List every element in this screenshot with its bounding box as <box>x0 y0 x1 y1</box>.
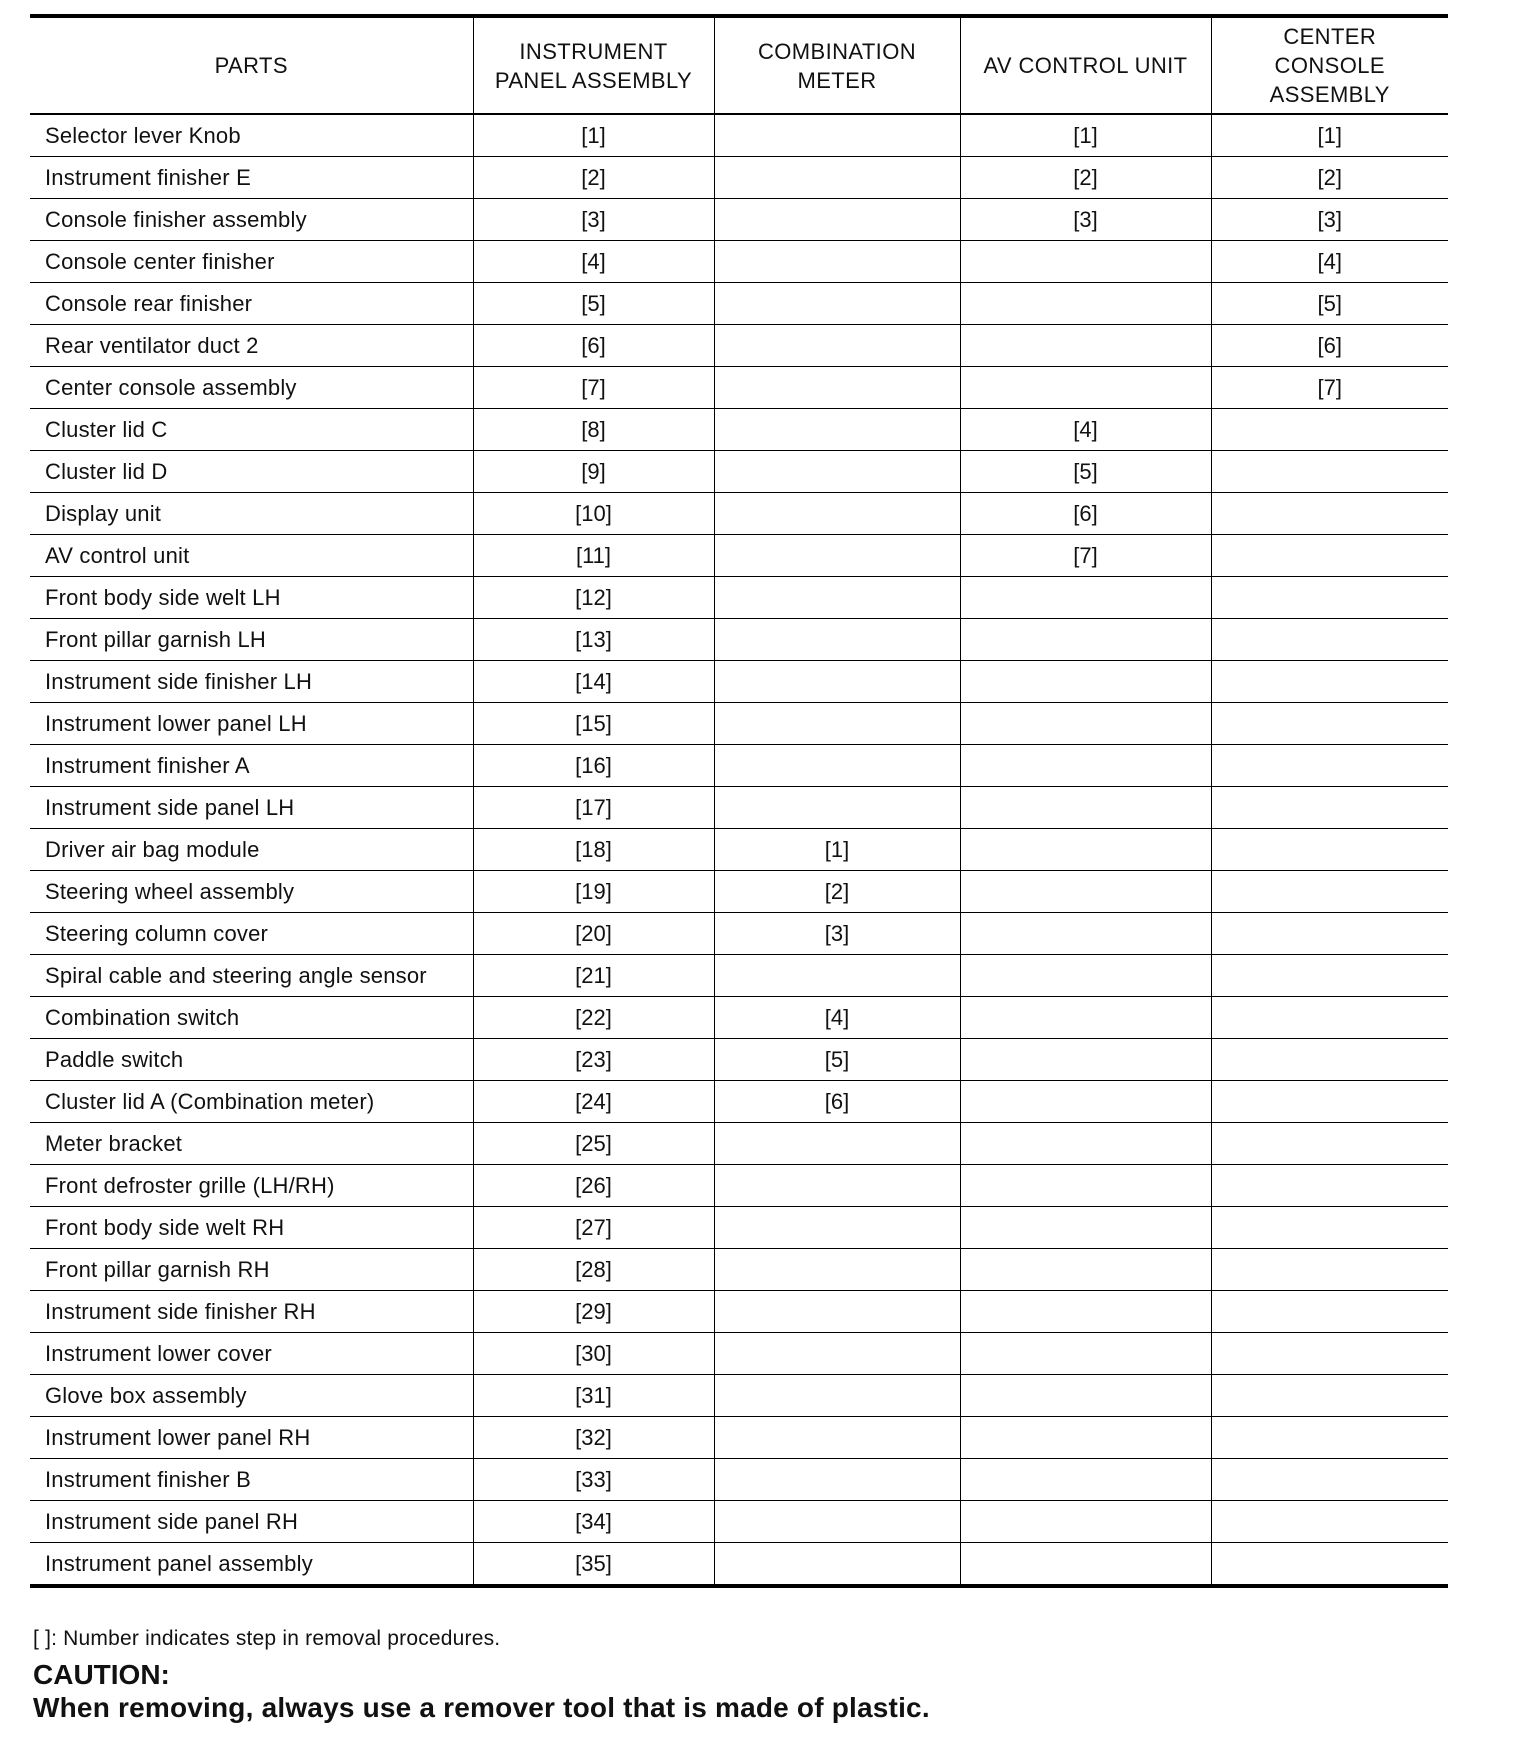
center-console-step-cell <box>1211 1501 1448 1543</box>
center-console-step-cell <box>1211 1249 1448 1291</box>
av-control-unit-step-cell <box>960 1417 1211 1459</box>
part-name-cell: Rear ventilator duct 2 <box>30 325 473 367</box>
center-console-step-cell <box>1211 493 1448 535</box>
header-line: PANEL ASSEMBLY <box>494 67 693 93</box>
instrument-panel-step-cell: [15] <box>473 703 714 745</box>
instrument-panel-step-cell: [13] <box>473 619 714 661</box>
table-row <box>30 283 1448 325</box>
combination-meter-step-cell <box>714 1291 960 1333</box>
part-name-cell: Steering wheel assembly <box>30 871 473 913</box>
av-control-unit-step-cell <box>960 1165 1211 1207</box>
combination-meter-step-cell <box>714 1249 960 1291</box>
instrument-panel-step-cell: [30] <box>473 1333 714 1375</box>
table-row <box>30 535 1448 577</box>
table-row <box>30 451 1448 493</box>
table-row <box>30 661 1448 703</box>
header-line: INSTRUMENT <box>519 38 668 64</box>
center-console-step-cell <box>1211 1375 1448 1417</box>
table-row <box>30 325 1448 367</box>
part-name-cell: Front pillar garnish RH <box>30 1249 473 1291</box>
av-control-unit-step-cell <box>960 1291 1211 1333</box>
part-name-cell: Combination switch <box>30 997 473 1039</box>
center-console-step-cell <box>1211 1417 1448 1459</box>
combination-meter-step-cell: [6] <box>714 1081 960 1123</box>
center-console-step-cell: [2] <box>1211 157 1448 199</box>
header-instrument-panel-assembly <box>473 16 714 114</box>
center-console-step-cell <box>1211 997 1448 1039</box>
center-console-step-cell <box>1211 535 1448 577</box>
center-console-step-cell <box>1211 703 1448 745</box>
combination-meter-step-cell <box>714 114 960 157</box>
table-row <box>30 787 1448 829</box>
part-name-cell: Instrument lower panel LH <box>30 703 473 745</box>
av-control-unit-step-cell <box>960 283 1211 325</box>
table-row <box>30 1501 1448 1543</box>
instrument-panel-step-cell: [11] <box>473 535 714 577</box>
table-row <box>30 409 1448 451</box>
instrument-panel-step-cell: [33] <box>473 1459 714 1501</box>
av-control-unit-step-cell <box>960 577 1211 619</box>
part-name-cell: Instrument panel assembly <box>30 1543 473 1587</box>
center-console-step-cell <box>1211 913 1448 955</box>
combination-meter-step-cell <box>714 1333 960 1375</box>
part-name-cell: Instrument finisher B <box>30 1459 473 1501</box>
instrument-panel-step-cell: [32] <box>473 1417 714 1459</box>
part-name-cell: Instrument finisher E <box>30 157 473 199</box>
instrument-panel-step-cell: [26] <box>473 1165 714 1207</box>
instrument-panel-step-cell: [3] <box>473 199 714 241</box>
header-line: ASSEMBLY <box>1269 82 1390 107</box>
table-row <box>30 1417 1448 1459</box>
header-line: CENTER <box>1283 24 1377 49</box>
av-control-unit-step-cell: [2] <box>960 157 1211 199</box>
footnote: [ ]: Number indicates step in removal procedures. <box>33 1627 501 1650</box>
part-name-cell: Meter bracket <box>30 1123 473 1165</box>
part-name-cell: Front defroster grille (LH/RH) <box>30 1165 473 1207</box>
part-name-cell: Paddle switch <box>30 1039 473 1081</box>
av-control-unit-step-cell: [7] <box>960 535 1211 577</box>
instrument-panel-step-cell: [16] <box>473 745 714 787</box>
combination-meter-step-cell <box>714 409 960 451</box>
av-control-unit-step-cell: [3] <box>960 199 1211 241</box>
header-center-console-assembly <box>1211 16 1448 114</box>
table-row <box>30 745 1448 787</box>
instrument-panel-step-cell: [22] <box>473 997 714 1039</box>
center-console-step-cell <box>1211 1039 1448 1081</box>
center-console-step-cell <box>1211 1207 1448 1249</box>
center-console-step-cell <box>1211 1165 1448 1207</box>
combination-meter-step-cell <box>714 493 960 535</box>
table-row <box>30 577 1448 619</box>
header-parts: PARTS <box>30 16 473 114</box>
caution-title: CAUTION: <box>33 1659 170 1690</box>
instrument-panel-step-cell: [4] <box>473 241 714 283</box>
center-console-step-cell <box>1211 1123 1448 1165</box>
center-console-step-cell <box>1211 745 1448 787</box>
part-name-cell: Driver air bag module <box>30 829 473 871</box>
part-name-cell: Glove box assembly <box>30 1375 473 1417</box>
part-name-cell: Cluster lid D <box>30 451 473 493</box>
instrument-panel-step-cell: [17] <box>473 787 714 829</box>
av-control-unit-step-cell <box>960 1375 1211 1417</box>
center-console-step-cell: [7] <box>1211 367 1448 409</box>
table-row <box>30 1375 1448 1417</box>
part-name-cell: Cluster lid C <box>30 409 473 451</box>
instrument-panel-step-cell: [27] <box>473 1207 714 1249</box>
center-console-step-cell <box>1211 955 1448 997</box>
av-control-unit-step-cell <box>960 703 1211 745</box>
combination-meter-step-cell <box>714 745 960 787</box>
instrument-panel-step-cell: [31] <box>473 1375 714 1417</box>
header-row <box>30 16 1448 114</box>
instrument-panel-step-cell: [23] <box>473 1039 714 1081</box>
av-control-unit-step-cell: [1] <box>960 114 1211 157</box>
table-row <box>30 199 1448 241</box>
combination-meter-step-cell <box>714 157 960 199</box>
center-console-step-cell <box>1211 829 1448 871</box>
av-control-unit-step-cell <box>960 745 1211 787</box>
combination-meter-step-cell <box>714 1417 960 1459</box>
av-control-unit-step-cell <box>960 1501 1211 1543</box>
combination-meter-step-cell: [5] <box>714 1039 960 1081</box>
instrument-panel-step-cell: [25] <box>473 1123 714 1165</box>
av-control-unit-step-cell <box>960 829 1211 871</box>
instrument-panel-step-cell: [8] <box>473 409 714 451</box>
av-control-unit-step-cell <box>960 661 1211 703</box>
combination-meter-step-cell <box>714 955 960 997</box>
part-name-cell: Front pillar garnish LH <box>30 619 473 661</box>
av-control-unit-step-cell <box>960 913 1211 955</box>
combination-meter-step-cell: [3] <box>714 913 960 955</box>
table-body <box>30 114 1448 1586</box>
table-row <box>30 871 1448 913</box>
instrument-panel-step-cell: [34] <box>473 1501 714 1543</box>
instrument-panel-step-cell: [18] <box>473 829 714 871</box>
instrument-panel-step-cell: [1] <box>473 114 714 157</box>
table-row <box>30 1543 1448 1587</box>
part-name-cell: Instrument side panel LH <box>30 787 473 829</box>
center-console-step-cell: [1] <box>1211 114 1448 157</box>
combination-meter-step-cell <box>714 283 960 325</box>
part-name-cell: Instrument lower panel RH <box>30 1417 473 1459</box>
center-console-step-cell <box>1211 787 1448 829</box>
center-console-step-cell <box>1211 619 1448 661</box>
combination-meter-step-cell <box>714 703 960 745</box>
table-row <box>30 1123 1448 1165</box>
av-control-unit-step-cell <box>960 787 1211 829</box>
parts-removal-table <box>30 14 1448 1588</box>
instrument-panel-step-cell: [35] <box>473 1543 714 1587</box>
table-row <box>30 1165 1448 1207</box>
combination-meter-step-cell <box>714 661 960 703</box>
combination-meter-step-cell <box>714 1207 960 1249</box>
caution-text: When removing, always use a remover tool that is made of plastic. <box>33 1692 930 1723</box>
part-name-cell: Instrument side panel RH <box>30 1501 473 1543</box>
center-console-step-cell <box>1211 1081 1448 1123</box>
table-row <box>30 1459 1448 1501</box>
av-control-unit-step-cell: [6] <box>960 493 1211 535</box>
av-control-unit-step-cell <box>960 1123 1211 1165</box>
table-row <box>30 1081 1448 1123</box>
table-row <box>30 241 1448 283</box>
table-row <box>30 913 1448 955</box>
part-name-cell: Front body side welt LH <box>30 577 473 619</box>
center-console-step-cell: [5] <box>1211 283 1448 325</box>
combination-meter-step-cell <box>714 1123 960 1165</box>
part-name-cell: Console center finisher <box>30 241 473 283</box>
part-name-cell: Center console assembly <box>30 367 473 409</box>
instrument-panel-step-cell: [12] <box>473 577 714 619</box>
table-row <box>30 1207 1448 1249</box>
av-control-unit-step-cell <box>960 619 1211 661</box>
av-control-unit-step-cell <box>960 1081 1211 1123</box>
instrument-panel-step-cell: [20] <box>473 913 714 955</box>
combination-meter-step-cell <box>714 577 960 619</box>
table-row <box>30 619 1448 661</box>
table-row <box>30 829 1448 871</box>
av-control-unit-step-cell <box>960 1543 1211 1587</box>
av-control-unit-step-cell <box>960 1207 1211 1249</box>
part-name-cell: Display unit <box>30 493 473 535</box>
instrument-panel-step-cell: [14] <box>473 661 714 703</box>
part-name-cell: Instrument side finisher RH <box>30 1291 473 1333</box>
combination-meter-step-cell <box>714 199 960 241</box>
center-console-step-cell <box>1211 661 1448 703</box>
av-control-unit-step-cell <box>960 1333 1211 1375</box>
combination-meter-step-cell <box>714 619 960 661</box>
part-name-cell: Steering column cover <box>30 913 473 955</box>
instrument-panel-step-cell: [28] <box>473 1249 714 1291</box>
part-name-cell: Front body side welt RH <box>30 1207 473 1249</box>
center-console-step-cell <box>1211 409 1448 451</box>
center-console-step-cell <box>1211 871 1448 913</box>
instrument-panel-step-cell: [19] <box>473 871 714 913</box>
combination-meter-step-cell <box>714 451 960 493</box>
instrument-panel-step-cell: [7] <box>473 367 714 409</box>
part-name-cell: Instrument lower cover <box>30 1333 473 1375</box>
instrument-panel-step-cell: [6] <box>473 325 714 367</box>
center-console-step-cell <box>1211 577 1448 619</box>
center-console-step-cell: [3] <box>1211 199 1448 241</box>
table-row <box>30 703 1448 745</box>
center-console-step-cell <box>1211 1459 1448 1501</box>
combination-meter-step-cell <box>714 1165 960 1207</box>
table-row <box>30 955 1448 997</box>
header-av-control-unit: AV CONTROL UNIT <box>960 16 1211 114</box>
part-name-cell: Instrument finisher A <box>30 745 473 787</box>
av-control-unit-step-cell <box>960 955 1211 997</box>
table-row <box>30 367 1448 409</box>
combination-meter-step-cell <box>714 787 960 829</box>
table-row <box>30 493 1448 535</box>
center-console-step-cell <box>1211 1333 1448 1375</box>
table-header <box>30 16 1448 114</box>
combination-meter-step-cell <box>714 1501 960 1543</box>
av-control-unit-step-cell: [5] <box>960 451 1211 493</box>
instrument-panel-step-cell: [24] <box>473 1081 714 1123</box>
part-name-cell: Cluster lid A (Combination meter) <box>30 1081 473 1123</box>
part-name-cell: Instrument side finisher LH <box>30 661 473 703</box>
table-row <box>30 997 1448 1039</box>
center-console-step-cell <box>1211 451 1448 493</box>
combination-meter-step-cell <box>714 367 960 409</box>
combination-meter-step-cell <box>714 1375 960 1417</box>
av-control-unit-step-cell <box>960 241 1211 283</box>
table-row <box>30 1249 1448 1291</box>
av-control-unit-step-cell <box>960 325 1211 367</box>
center-console-step-cell <box>1211 1291 1448 1333</box>
instrument-panel-step-cell: [29] <box>473 1291 714 1333</box>
header-combination-meter <box>714 16 960 114</box>
center-console-step-cell: [6] <box>1211 325 1448 367</box>
table-row <box>30 114 1448 157</box>
combination-meter-step-cell <box>714 241 960 283</box>
instrument-panel-step-cell: [5] <box>473 283 714 325</box>
av-control-unit-step-cell <box>960 367 1211 409</box>
av-control-unit-step-cell: [4] <box>960 409 1211 451</box>
table-row <box>30 157 1448 199</box>
instrument-panel-step-cell: [9] <box>473 451 714 493</box>
combination-meter-step-cell <box>714 535 960 577</box>
instrument-panel-step-cell: [10] <box>473 493 714 535</box>
combination-meter-step-cell <box>714 1459 960 1501</box>
table-row <box>30 1333 1448 1375</box>
part-name-cell: AV control unit <box>30 535 473 577</box>
header-line: CONSOLE <box>1274 53 1385 78</box>
av-control-unit-step-cell <box>960 997 1211 1039</box>
av-control-unit-step-cell <box>960 1459 1211 1501</box>
combination-meter-step-cell <box>714 325 960 367</box>
combination-meter-step-cell: [1] <box>714 829 960 871</box>
combination-meter-step-cell: [2] <box>714 871 960 913</box>
part-name-cell: Selector lever Knob <box>45 122 241 148</box>
instrument-panel-step-cell: [21] <box>473 955 714 997</box>
center-console-step-cell: [4] <box>1211 241 1448 283</box>
part-name-cell: Console rear finisher <box>30 283 473 325</box>
header-line: METER <box>797 67 877 93</box>
av-control-unit-step-cell <box>960 1039 1211 1081</box>
table-row <box>30 1291 1448 1333</box>
instrument-panel-step-cell: [2] <box>473 157 714 199</box>
combination-meter-step-cell <box>714 1543 960 1587</box>
combination-meter-step-cell: [4] <box>714 997 960 1039</box>
center-console-step-cell <box>1211 1543 1448 1587</box>
av-control-unit-step-cell <box>960 1249 1211 1291</box>
part-name-cell: Console finisher assembly <box>30 199 473 241</box>
header-line: COMBINATION <box>758 38 916 64</box>
av-control-unit-step-cell <box>960 871 1211 913</box>
part-name-cell: Spiral cable and steering angle sensor <box>30 955 473 997</box>
table-row <box>30 1039 1448 1081</box>
